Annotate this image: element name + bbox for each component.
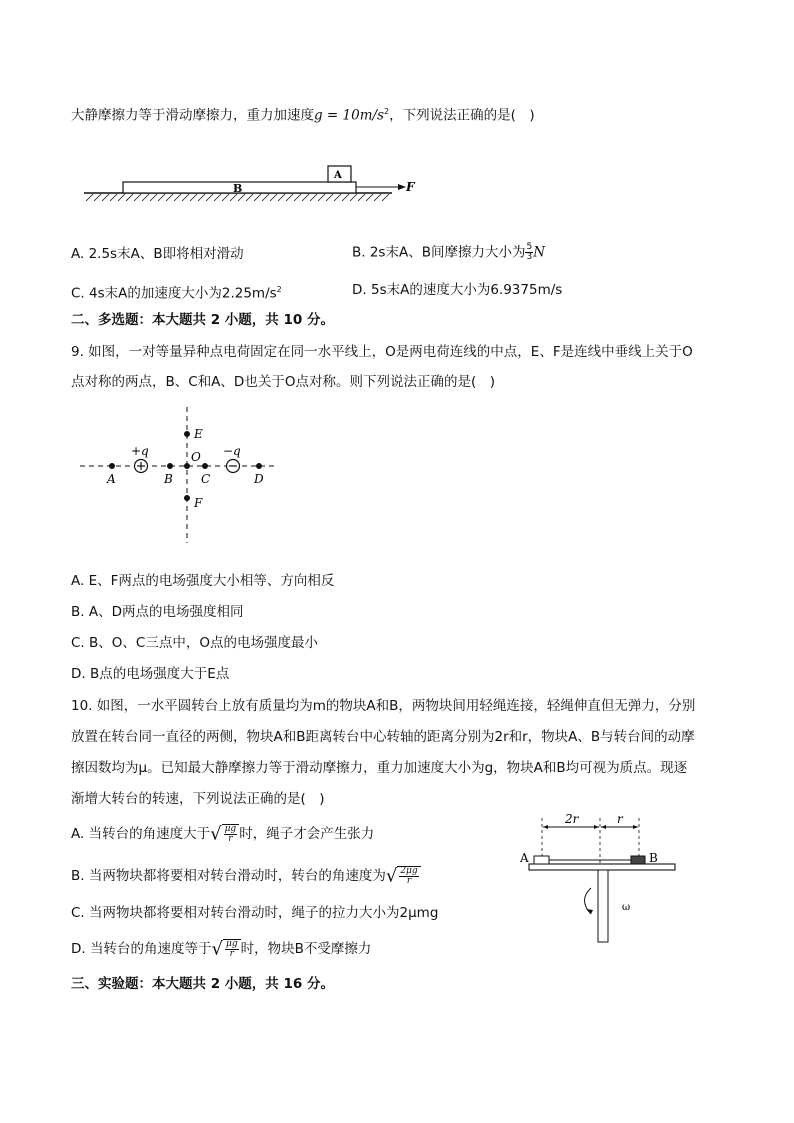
q8-option-c: C. 4s末A的加速度大小为$2.25m/s^2$ [71, 285, 282, 302]
q10-figure [512, 812, 687, 947]
q9-option-c: C. B、O、C三点中，O点的电场强度最小 [71, 635, 318, 651]
q9-stem-line-1: 9. 如图，一对等量异种点电荷固定在同一水平线上，O是两电荷连线的中点，E、F是连线中垂线上关于O [71, 344, 693, 360]
point-b [167, 463, 173, 469]
block-b [631, 856, 645, 864]
block-a-label: A [334, 170, 342, 181]
label-c: C [201, 472, 211, 486]
section-3-header: 三、实验题：本大题共 2 小题，共 16 分。 [71, 976, 334, 992]
point-d [256, 463, 262, 469]
label-qneg: −q [223, 444, 241, 458]
q9-option-b: B. A、D两点的电场强度相同 [71, 604, 244, 620]
label-b: B [164, 472, 173, 486]
label-e: E [194, 427, 203, 441]
q8-option-a: A. 2.5s末A、B即将相对滑动 [71, 246, 244, 262]
label-a: A [107, 472, 116, 486]
q8-figure [80, 160, 420, 208]
ground-hatch [86, 194, 389, 201]
point-c [202, 463, 208, 469]
q9-stem-line-2: 点对称的两点，B、C和A、D也关于O点对称。则下列说法正确的是( ) [71, 374, 495, 390]
label-f: F [194, 496, 203, 510]
section-2-header: 二、多选题：本大题共 2 小题，共 10 分。 [71, 312, 334, 328]
q10-option-d: D. 当转台的角速度等于√ $\frac{\mu g}{r}$ 时，物块B不受摩擦力 [71, 938, 372, 960]
label-qpos: +q [131, 444, 149, 458]
label-2r: 2r [565, 812, 579, 826]
q10-option-a: A. 当转台的角速度大于√ $\frac{\mu g}{r}$ 时，绳子才会产生张力 [71, 823, 375, 845]
q8-option-d: D. 5s末A的速度大小为6.9375m/s [352, 282, 563, 298]
q10-stem-line-1: 10. 如图，一水平圆转台上放有质量均为m的物块A和B，两物块间用轻绳连接，轻绳伸直但无弹力，分别 [71, 698, 696, 714]
label-b: B [649, 851, 658, 865]
q9-option-a: A. E、F两点的电场强度大小相等、方向相反 [71, 573, 335, 589]
force-f-label: F [406, 180, 415, 194]
q10-option-c: C. 当两物块都将要相对转台滑动时，绳子的拉力大小为2μmg [71, 905, 439, 921]
q8-stem: 大静摩擦力等于滑动摩擦力，重力加速度$g = 10m/s^2$，下列说法正确的是( ) [71, 107, 535, 124]
label-r: r [617, 812, 623, 826]
label-o: O [191, 450, 201, 464]
q9-option-d: D. B点的电场强度大于E点 [71, 666, 230, 682]
label-a: A [520, 851, 529, 865]
q8-option-b: B. 2s末A、B间摩擦力大小为 $\frac{5}{3}$ N [352, 242, 546, 262]
board-b-label: B [233, 182, 243, 195]
point-f [184, 495, 190, 501]
q9-figure [78, 405, 288, 545]
point-o [184, 463, 190, 469]
label-omega: ω [622, 902, 631, 913]
q10-stem-line-2: 放置在转台同一直径的两侧，物块A和B距离转台中心转轴的距离分别为2r和r，物块A、B与转台间的动摩 [71, 729, 695, 745]
point-a [109, 463, 115, 469]
block-a [534, 856, 549, 864]
axle [598, 870, 608, 942]
q10-stem-line-4: 渐增大转台的转速，下列说法正确的是( ) [71, 791, 325, 807]
point-e [184, 431, 190, 437]
label-d: D [254, 472, 264, 486]
q10-stem-line-3: 擦因数均为μ。已知最大静摩擦力等于滑动摩擦力，重力加速度大小为g，物块A和B均可视为质点。现逐 [71, 760, 688, 776]
q10-option-b: B. 当两物块都将要相对转台滑动时，转台的角速度为√ $\frac{2\mu g}{r}$ [71, 866, 421, 886]
